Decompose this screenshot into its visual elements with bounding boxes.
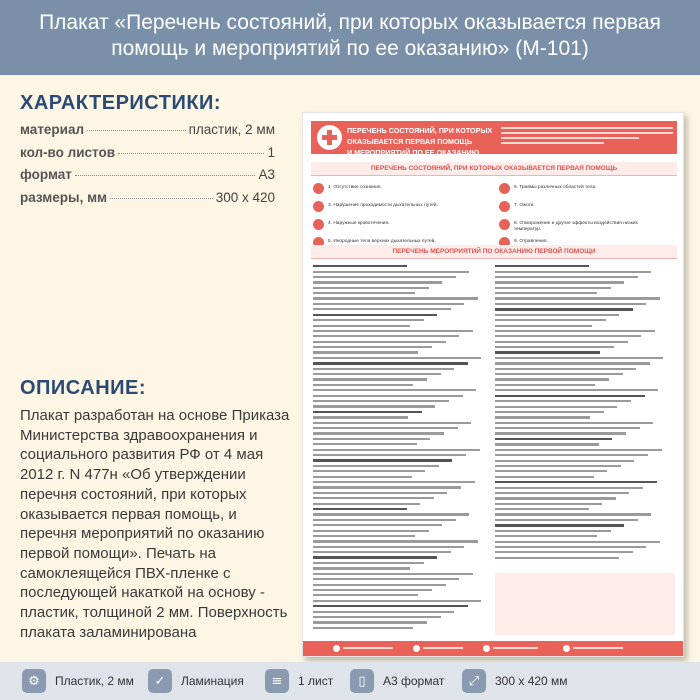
poster-text-line bbox=[495, 519, 638, 521]
poster-text-line bbox=[495, 492, 629, 494]
poster-section-measures: ПЕРЕЧЕНЬ МЕРОПРИЯТИЙ ПО ОКАЗАНИЮ ПЕРВОЙ ПОМОЩИ bbox=[311, 245, 677, 259]
poster-text-line bbox=[313, 330, 473, 332]
poster-text-line bbox=[313, 584, 446, 586]
feature-sheets bbox=[265, 662, 333, 700]
poster-text-line bbox=[313, 519, 456, 521]
poster-text-line bbox=[313, 556, 437, 558]
feature-label: 1 лист bbox=[298, 674, 334, 688]
poster-text-line bbox=[495, 276, 638, 278]
poster-text-line bbox=[313, 605, 468, 607]
spec-value: А3 bbox=[258, 167, 275, 182]
poster-text-line bbox=[495, 470, 607, 472]
poster-text-line bbox=[313, 621, 427, 623]
poster-text-line bbox=[313, 513, 469, 515]
list-item: 6. Травмы различных областей тела. bbox=[499, 181, 669, 199]
list-item: 9. Отравления. bbox=[499, 235, 669, 253]
poster-text-line bbox=[495, 524, 624, 526]
spec-row-size bbox=[20, 190, 275, 213]
feature-label: Пластик, 2 мм bbox=[55, 674, 134, 688]
spec-dots bbox=[118, 153, 264, 154]
poster-text-line bbox=[495, 341, 628, 343]
poster-text-line bbox=[313, 265, 407, 267]
poster-text-line bbox=[313, 573, 473, 575]
poster-text-line bbox=[495, 535, 597, 537]
poster-text-line bbox=[313, 508, 407, 510]
poster-text-line bbox=[313, 486, 461, 488]
poster-text-line bbox=[313, 276, 456, 278]
poster-text-line bbox=[313, 335, 459, 337]
poster-text-line bbox=[495, 513, 651, 515]
poster-text-line bbox=[313, 422, 471, 424]
list-item: 5. Инородные тела верхних дыхательных путей. bbox=[313, 235, 483, 253]
poster-section-states: ПЕРЕЧЕНЬ СОСТОЯНИЙ, ПРИ КОТОРЫХ ОКАЗЫВАЕТСЯ ПЕРВАЯ ПОМОЩЬ bbox=[311, 162, 677, 176]
description-title: ОПИСАНИЕ: bbox=[20, 377, 147, 399]
poster-text-line bbox=[495, 303, 646, 305]
poster-text-line bbox=[313, 389, 476, 391]
poster-text-line bbox=[495, 314, 619, 316]
poster-text-line bbox=[313, 535, 415, 537]
poster-text-line bbox=[313, 319, 424, 321]
poster-text-line bbox=[313, 373, 441, 375]
poster-text-line bbox=[495, 541, 660, 543]
gear-icon: ⚙ bbox=[22, 669, 46, 693]
poster-text-line bbox=[313, 378, 427, 380]
poster-notes-box bbox=[495, 573, 675, 635]
state-icon bbox=[313, 183, 324, 194]
poster-text-line bbox=[313, 427, 458, 429]
poster-text-line bbox=[313, 449, 480, 451]
feature-label: А3 формат bbox=[383, 674, 445, 688]
poster-text-line bbox=[495, 422, 653, 424]
poster-text-line bbox=[313, 395, 463, 397]
poster-text-line bbox=[313, 551, 451, 553]
poster-text-line bbox=[495, 319, 606, 321]
spec-dots bbox=[110, 198, 213, 199]
feature-size bbox=[462, 662, 568, 700]
feature-label: Ламинация bbox=[181, 674, 244, 688]
spec-value: пластик, 2 мм bbox=[188, 122, 275, 137]
poster-text-line bbox=[313, 497, 434, 499]
sheet-icon: ▯ bbox=[350, 669, 374, 693]
poster-text-line bbox=[313, 292, 415, 294]
state-icon bbox=[499, 219, 510, 230]
specs-list bbox=[20, 122, 275, 212]
poster-text-line bbox=[313, 384, 413, 386]
poster-text-line bbox=[313, 287, 429, 289]
feature-format bbox=[350, 662, 444, 700]
feature-material bbox=[22, 662, 134, 700]
list-item: 1. Отсутствие сознания. bbox=[313, 181, 483, 199]
poster-text-line bbox=[313, 524, 442, 526]
poster-text-line bbox=[495, 416, 590, 418]
poster-text-line bbox=[495, 292, 597, 294]
feature-lamination bbox=[148, 662, 244, 700]
poster-text-line bbox=[313, 432, 444, 434]
poster-text-line bbox=[495, 287, 611, 289]
poster-text-line bbox=[495, 297, 660, 299]
poster-text-line bbox=[495, 427, 640, 429]
poster-text-line bbox=[313, 546, 464, 548]
poster-text-line bbox=[313, 476, 412, 478]
poster-text-line bbox=[495, 271, 651, 273]
poster-text-line bbox=[313, 589, 432, 591]
poster-text-line bbox=[495, 497, 616, 499]
spec-value: 300 х 420 bbox=[215, 189, 275, 205]
poster-text-line bbox=[495, 487, 643, 489]
poster-text-line bbox=[313, 611, 454, 613]
spec-row-sheets bbox=[20, 145, 275, 168]
poster-text-line bbox=[495, 373, 623, 375]
poster-text-line bbox=[495, 335, 641, 337]
description-text: Плакат разработан на основе Приказа Министерства здравоохранения и социального развития РФ от 4 мая 2012 г. N 477н «Об утверждении перечня состояний, при которых оказывается первая помощь, и перечня мероприятий по оказанию первой помощи». Печать на самоклеящейся ПВХ-пленке с последующей накаткой на основу - пластик, толщиной 2 мм. Поверхность плаката заламинирована bbox=[20, 407, 290, 641]
poster-title-line-2: И МЕРОПРИЯТИЙ ПО ЕЕ ОКАЗАНИЮ bbox=[347, 148, 480, 157]
poster-text-line bbox=[313, 351, 418, 353]
poster-text-line bbox=[495, 449, 662, 451]
poster-text-line bbox=[495, 481, 657, 483]
poster-text-line bbox=[495, 265, 589, 267]
poster-text-line bbox=[495, 325, 592, 327]
spec-key: кол-во листов bbox=[20, 144, 116, 160]
poster-text-line bbox=[313, 578, 459, 580]
spec-row-format bbox=[20, 167, 275, 190]
poster-text-line bbox=[495, 351, 600, 353]
poster-text-line bbox=[495, 330, 655, 332]
poster-text-line bbox=[495, 465, 621, 467]
poster-text-line bbox=[313, 362, 468, 364]
poster-footer bbox=[303, 641, 683, 656]
poster-text-line bbox=[313, 567, 410, 569]
poster-text-line bbox=[313, 627, 413, 629]
poster-text-line bbox=[313, 465, 439, 467]
spec-dots bbox=[75, 175, 256, 176]
poster-text-line bbox=[313, 454, 466, 456]
poster-text-line bbox=[495, 557, 619, 559]
poster-text-line bbox=[495, 400, 631, 402]
poster-text-line bbox=[495, 406, 617, 408]
poster-text-line bbox=[495, 460, 634, 462]
poster-text-line bbox=[313, 503, 420, 505]
features-bar bbox=[0, 662, 700, 700]
specs-title: ХАРАКТЕРИСТИКИ: bbox=[20, 92, 222, 114]
header-title-line-1: Плакат «Перечень состояний, при которых оказывается первая bbox=[39, 11, 661, 34]
poster-text-line bbox=[495, 432, 626, 434]
poster-text-column-right bbox=[495, 265, 665, 562]
poster-text-line bbox=[495, 308, 633, 310]
state-icon bbox=[313, 219, 324, 230]
poster-text-line bbox=[495, 546, 646, 548]
poster-text-line bbox=[495, 454, 648, 456]
poster-text-line bbox=[495, 378, 609, 380]
spec-key: формат bbox=[20, 167, 72, 182]
poster-text-line bbox=[313, 346, 432, 348]
poster-text-line bbox=[495, 362, 650, 364]
poster-text-line bbox=[495, 411, 604, 413]
poster-text-line bbox=[313, 281, 442, 283]
poster-text-line bbox=[313, 438, 430, 440]
poster-text-line bbox=[495, 508, 589, 510]
spec-key: материал bbox=[20, 122, 85, 137]
poster-text-line bbox=[495, 438, 612, 440]
poster-text-line bbox=[313, 303, 464, 305]
poster-text-line bbox=[313, 325, 410, 327]
poster-text-line bbox=[495, 551, 633, 553]
poster-text-line bbox=[495, 503, 602, 505]
poster-text-line bbox=[313, 405, 435, 407]
state-icon bbox=[499, 201, 510, 212]
poster-text-column-left bbox=[313, 265, 483, 632]
poster-text-line bbox=[495, 530, 611, 532]
poster-text-line bbox=[313, 481, 475, 483]
header-title-line-2: помощь и мероприятий по ее оказанию» (М-101) bbox=[111, 37, 589, 60]
shield-check-icon: ✓ bbox=[148, 669, 172, 693]
poster-text-line bbox=[313, 271, 469, 273]
poster-text-line bbox=[313, 443, 417, 445]
list-item: 4. Наружные кровотечения. bbox=[313, 217, 483, 235]
layers-icon: ≡ bbox=[265, 669, 289, 693]
poster-text-line bbox=[313, 341, 446, 343]
poster-text-line bbox=[495, 476, 594, 478]
poster-text-line bbox=[313, 470, 425, 472]
spec-key: размеры, мм bbox=[20, 189, 108, 205]
poster-text-line bbox=[313, 562, 424, 564]
spec-value: 1 bbox=[267, 144, 275, 160]
poster-text-line bbox=[495, 281, 624, 283]
poster-preview bbox=[302, 112, 684, 657]
poster-text-line bbox=[313, 540, 478, 542]
poster-text-line bbox=[495, 384, 595, 386]
poster-text-line bbox=[495, 389, 658, 391]
spec-row-material bbox=[20, 122, 275, 145]
list-item: 3. Нарушение проходимости дыхательных путей. bbox=[313, 199, 483, 217]
poster-text-line bbox=[313, 368, 454, 370]
poster-text-line bbox=[313, 594, 418, 596]
poster-title-line-1: ПЕРЕЧЕНЬ СОСТОЯНИЙ, ПРИ КОТОРЫХ ОКАЗЫВАЕТСЯ ПЕРВАЯ ПОМОЩЬ bbox=[347, 126, 493, 146]
poster-text-line bbox=[313, 600, 481, 602]
poster-text-line bbox=[495, 357, 663, 359]
poster-text-line bbox=[313, 314, 437, 316]
medical-cross-icon bbox=[317, 125, 342, 150]
page-header bbox=[0, 0, 700, 75]
resize-icon: ⤢ bbox=[462, 669, 486, 693]
poster-text-line bbox=[313, 616, 441, 618]
poster-text-line bbox=[495, 368, 636, 370]
poster-header-note bbox=[501, 127, 673, 149]
poster-text-line bbox=[313, 357, 481, 359]
poster-text-line bbox=[313, 308, 451, 310]
poster-text-line bbox=[313, 297, 478, 299]
poster-text-line bbox=[495, 346, 614, 348]
list-item: 8. Отморожение и другие эффекты воздействия низких температур. bbox=[499, 217, 669, 235]
poster-text-line bbox=[495, 443, 599, 445]
poster-text-line bbox=[313, 400, 449, 402]
poster-text-line bbox=[313, 416, 408, 418]
poster-text-line bbox=[313, 492, 447, 494]
state-icon bbox=[499, 183, 510, 194]
spec-dots bbox=[87, 130, 186, 131]
state-icon bbox=[313, 201, 324, 212]
list-item: 7. Ожоги. bbox=[499, 199, 669, 217]
poster-header bbox=[311, 121, 677, 157]
poster-text-line bbox=[313, 411, 422, 413]
poster-text-line bbox=[313, 530, 429, 532]
poster-text-line bbox=[313, 459, 452, 461]
poster-title bbox=[347, 125, 497, 158]
feature-label: 300 х 420 мм bbox=[495, 674, 568, 688]
poster-text-line bbox=[495, 395, 645, 397]
